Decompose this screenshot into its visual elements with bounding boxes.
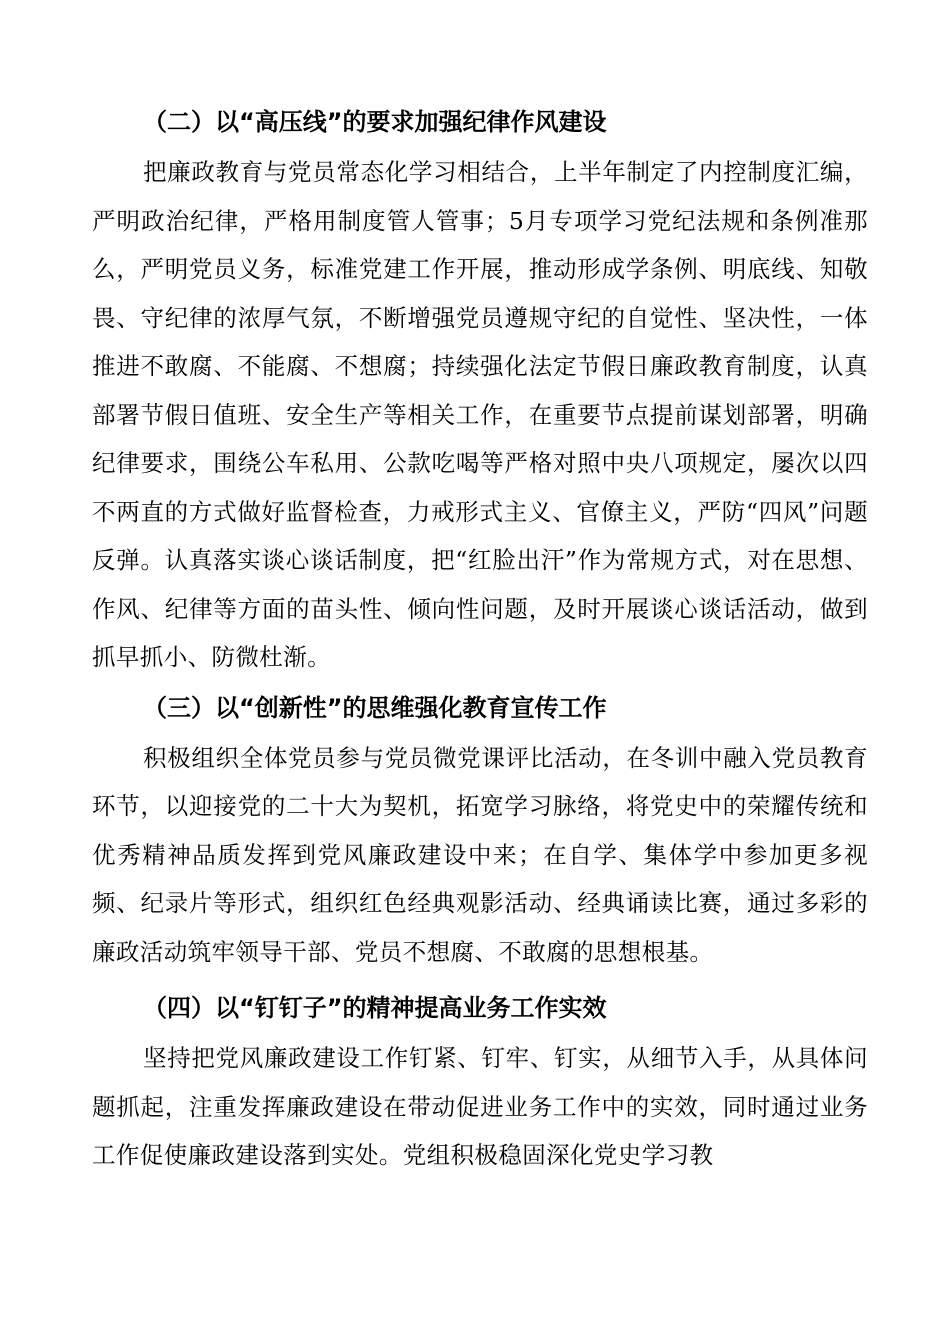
document-page [92,96,868,1180]
section-heading-2: （二）以“高压线”的要求加强纪律作风建设 [143,108,607,136]
section-heading-3: （三）以“创新性”的思维强化教育宣传工作 [143,693,607,722]
section-paragraph-2: 把廉政教育与党员常态化学习相结合，上半年制定了内控制度汇编，严明政治纪律，严格用制度管人管事；5月专项学习党纪法规和条例准那么，严明党员义务，标准党建工作开展，推动形成学条例、明底线、知敬畏、守纪律的浓厚气氛，不断增强党员遵规守纪的自觉性、坚决性，一体推进不敢腐、不能腐、不想腐；持续强化法定节假日廉政教育制度，认真部署节假日值班、安全生产等相关工作，在重要节点提前谋划部署，明确纪律要求，围绕公车私用、公款吃喝等严格对照中央八项规定，屡次以四不两直的方式做好监督检查，力戒形式主义、官僚主义，严防“四风”问题反弹。认真落实谈心谈话制度，把“红脸出汗”作为常规方式，对在思想、作风、纪律等方面的苗头性、倾向性问题，及时开展谈心谈话活动，做到抓早抓小、防微杜渐。 [92,158,868,671]
section-paragraph-4: 坚持把党风廉政建设工作钉紧、钉牢、钉实，从细节入手，从具体问题抓起，注重发挥廉政建设在带动促进业务工作中的实效，同时通过业务工作促使廉政建设落到实处。党组积极稳固深化党史学习教 [92,1044,868,1169]
section-heading-4: （四）以“钉钉子”的精神提高业务工作实效 [143,994,607,1022]
section-paragraph-3: 积极组织全体党员参与党员微党课评比活动，在冬训中融入党员教育环节，以迎接党的二十大为契机，拓宽学习脉络，将党史中的荣耀传统和优秀精神品质发挥到党风廉政建设中来；在自学、集体学中参加更多视频、纪录片等形式，组织红色经典观影活动、经典诵读比赛，通过多彩的廉政活动筑牢领导干部、党员不想腐、不敢腐的思想根基。 [92,743,868,966]
